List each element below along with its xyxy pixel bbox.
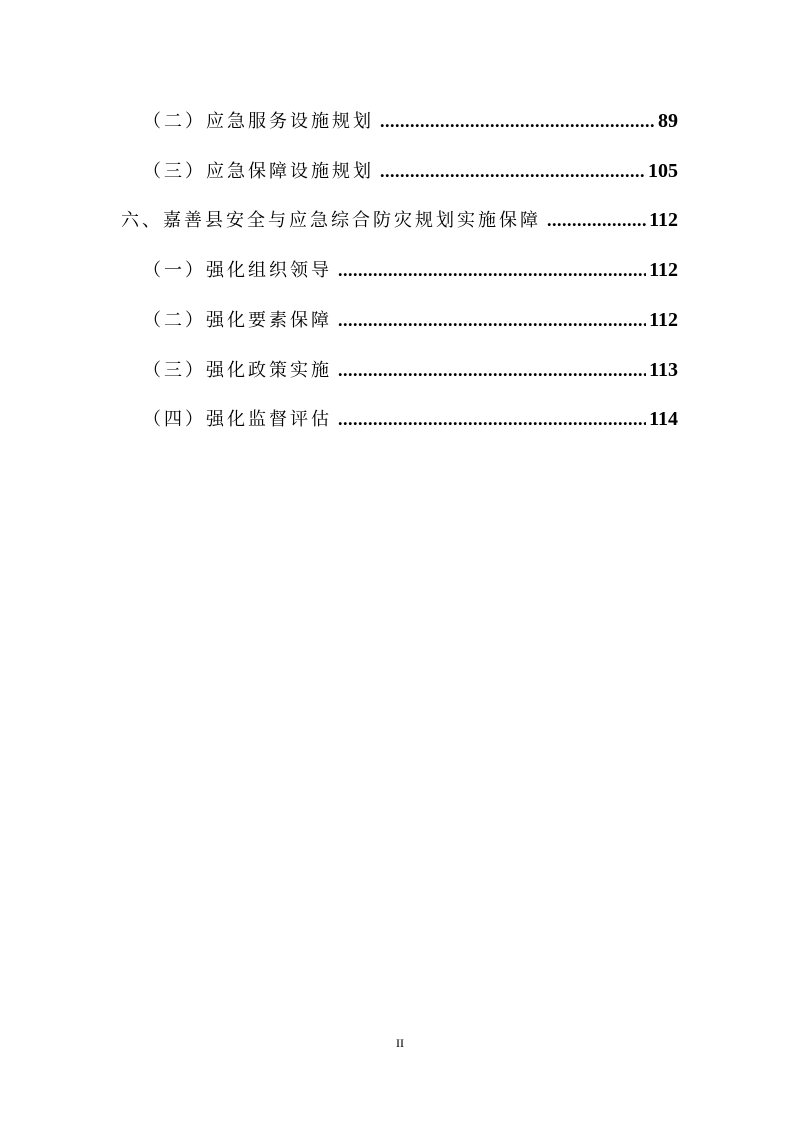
toc-entry-page: 112	[649, 259, 678, 282]
toc-entry-page: 89	[658, 110, 678, 132]
toc-entry[interactable]	[143, 156, 678, 186]
toc-entry-title: （二）强化要素保障	[143, 309, 332, 331]
toc-entry-page: 112	[649, 308, 678, 331]
dot-leader	[380, 156, 645, 186]
page-number-footer: II	[396, 1036, 404, 1050]
toc-entry-title: 六、嘉善县安全与应急综合防灾规划实施保障	[121, 210, 541, 232]
toc-entry[interactable]	[121, 205, 678, 235]
dot-leader	[338, 305, 646, 335]
dot-leader	[338, 255, 646, 285]
toc-entry-page: 105	[648, 159, 678, 182]
toc-entry[interactable]	[143, 255, 678, 285]
toc-entry-title: （一）强化组织领导	[143, 260, 332, 282]
dot-leader	[338, 355, 646, 385]
toc-entry-title: （二）应急服务设施规划	[143, 111, 374, 132]
dot-leader	[380, 106, 655, 136]
toc-entry-title: （三）强化政策实施	[143, 359, 332, 381]
toc-entry[interactable]	[143, 404, 678, 434]
toc-entry[interactable]	[143, 106, 678, 136]
toc-entry-page: 114	[649, 408, 678, 431]
toc-entry-title: （四）强化监督评估	[143, 409, 332, 431]
dot-leader	[338, 404, 646, 434]
toc-entry-title: （三）应急保障设施规划	[143, 160, 374, 182]
toc-entry-page: 113	[649, 358, 678, 381]
dot-leader	[547, 205, 646, 235]
toc-entry[interactable]	[143, 355, 678, 385]
toc-entry[interactable]	[143, 305, 678, 335]
toc-entry-page: 112	[649, 209, 678, 232]
